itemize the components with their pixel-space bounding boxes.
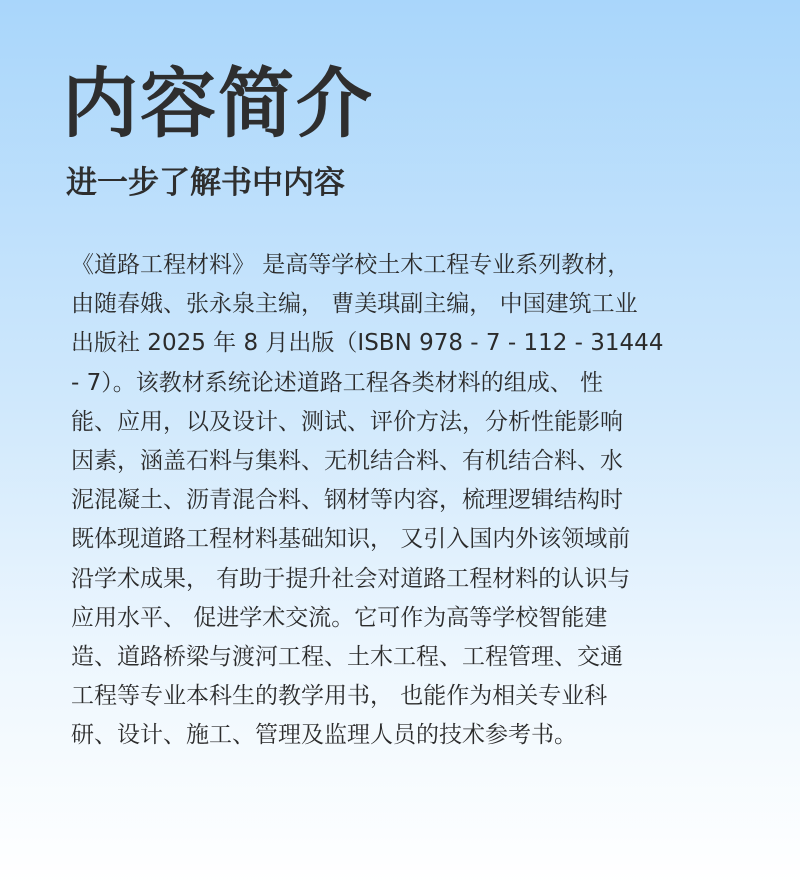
intro-line: 《道路工程材料》 是高等学校土木工程专业系列教材， — [71, 252, 631, 278]
intro-line: 能、应用，以及设计、测试、评价方法，分析性能影响 — [71, 408, 623, 435]
intro-line: 出版社 2025 年 8 月出版（ISBN 978 - 7 - 112 - 31444 — [71, 330, 664, 357]
intro-line: 泥混凝土、沥青混合料、钢材等内容，梳理逻辑结构时 — [71, 487, 623, 514]
intro-paragraph — [71, 246, 739, 756]
intro-line: 工程等专业本科生的教学用书， 也能作为相关专业科 — [71, 683, 608, 710]
intro-line: 沿学术成果， 有助于提升社会对道路工程材料的认识与 — [71, 565, 631, 592]
intro-line: 因素，涵盖石料与集料、无机结合料、有机结合料、水 — [71, 448, 623, 475]
intro-line: 由随春娥、张永泉主编， 曹美琪副主编， 中国建筑工业 — [71, 291, 638, 318]
intro-line: 造、道路桥梁与渡河工程、土木工程、工程管理、交通 — [71, 644, 623, 671]
intro-line: - 7）。该教材系统论述道路工程各类材料的组成、 性 — [71, 369, 604, 396]
intro-line: 研、设计、施工、管理及监理人员的技术参考书。 — [71, 722, 577, 749]
page-subtitle: 进一步了解书中内容 — [66, 165, 345, 201]
intro-line: 应用水平、 促进学术交流。它可作为高等学校智能建 — [71, 604, 608, 631]
intro-line: 既体现道路工程材料基础知识， 又引入国内外该领域前 — [71, 526, 631, 553]
page-title: 内容简介 — [62, 59, 374, 148]
